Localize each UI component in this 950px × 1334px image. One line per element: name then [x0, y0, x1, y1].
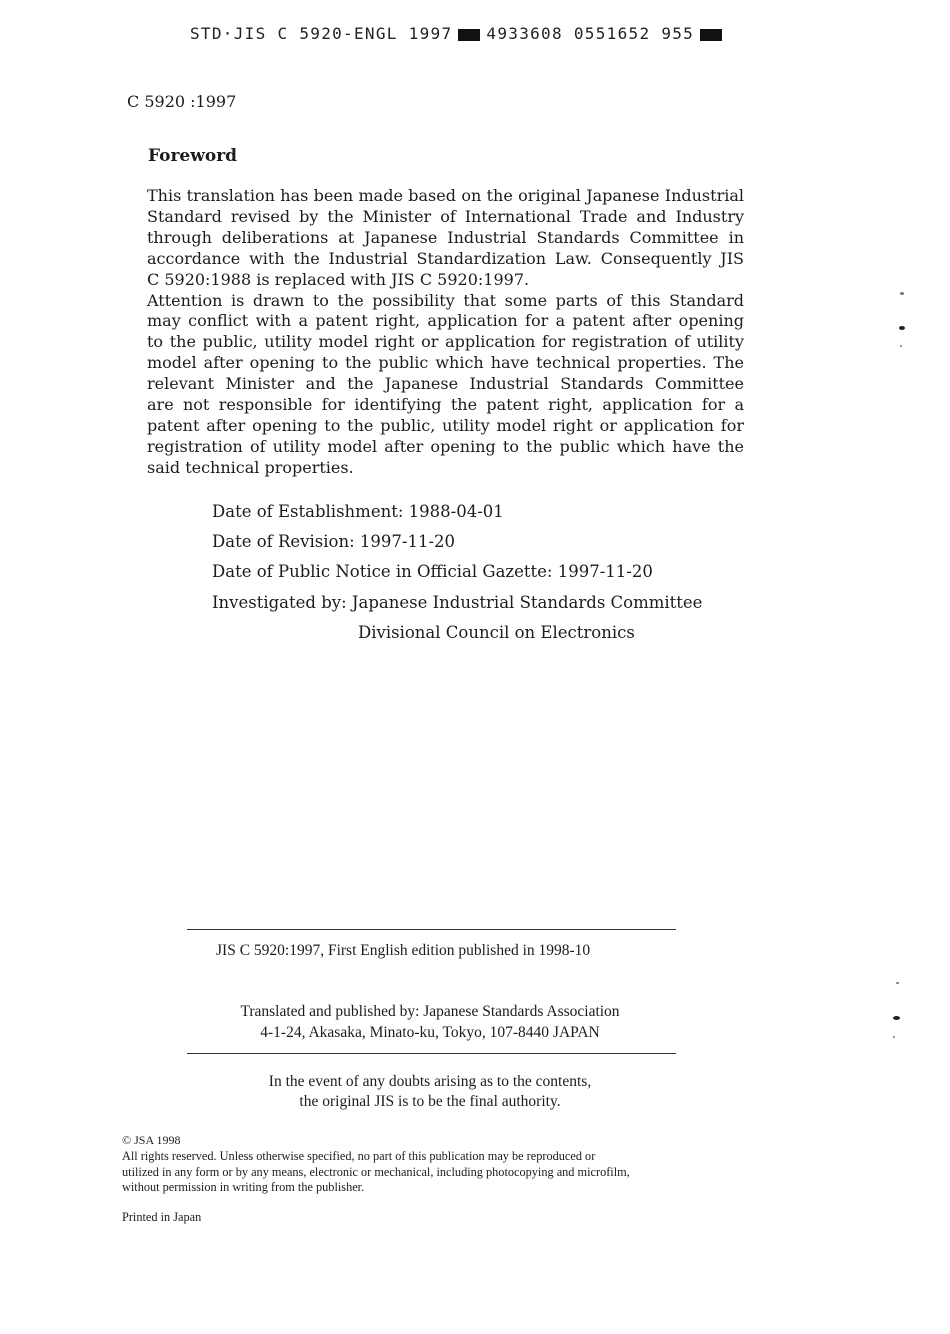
- date-establishment: Date of Establishment: 1988-04-01: [212, 502, 504, 521]
- date-revision: Date of Revision: 1997-11-20: [212, 532, 456, 552]
- document-number: C 5920 :1997: [127, 92, 237, 111]
- investigated-by: Investigated by: Japanese Industrial Standards Committee: [212, 592, 703, 612]
- stamp-block: [458, 29, 480, 41]
- foreword-line: This translation has been made based on the original Japanese Industrial: [147, 186, 744, 205]
- foreword-title: Foreword: [148, 146, 238, 166]
- copyright: © JSA 1998: [122, 1133, 181, 1147]
- foreword-line: said technical properties.: [147, 457, 354, 477]
- foreword-line: C 5920:1988 is replaced with JIS C 5920:1997.: [147, 269, 530, 289]
- scan-speck: [900, 345, 902, 347]
- foreword-line: are not responsible for identifying the patent right, application for a: [147, 395, 744, 415]
- printed-in: Printed in Japan: [122, 1210, 202, 1224]
- foreword-line: through deliberations at Japanese Industrial Standards Committee in: [147, 227, 744, 247]
- scan-speck: [899, 326, 905, 330]
- rights-line: utilized in any form or by any means, electronic or mechanical, including photocopying and microfilm,: [122, 1164, 630, 1179]
- foreword-line: Standard revised by the Minister of International Trade and Industry: [147, 206, 744, 226]
- scan-speck: [893, 1036, 895, 1038]
- rights-line: without permission in writing from the publisher.: [122, 1180, 365, 1194]
- stamp-code-1: 4933608: [486, 24, 563, 43]
- foreword-line: model after opening to the public which have technical properties. The: [147, 353, 744, 373]
- foreword-line: patent after opening to the public, utility model right or application for: [147, 415, 744, 435]
- foreword-line: accordance with the Industrial Standardization Law. Consequently JIS: [147, 248, 744, 268]
- stamp-block: [700, 29, 722, 41]
- foreword-line: Attention is drawn to the possibility that some parts of this Standard: [147, 290, 744, 310]
- rights-line: All rights reserved. Unless otherwise specified, no part of this publication may be reproduced or: [122, 1149, 596, 1163]
- dates-block: [212, 497, 702, 648]
- scan-speck: [893, 1016, 900, 1020]
- scan-speck: [896, 982, 899, 984]
- foreword-body: [147, 186, 744, 479]
- divisional-council: Divisional Council on Electronics: [358, 622, 635, 642]
- publisher-line: Translated and published by: Japanese Standards Association: [240, 1003, 620, 1020]
- publisher-address: 4-1-24, Akasaka, Minato-ku, Tokyo, 107-8440 JAPAN: [260, 1023, 600, 1041]
- stamp-code-2: 0551652 955: [573, 24, 695, 43]
- stamp-prefix: STD·JIS C 5920-ENGL 1997: [190, 24, 453, 43]
- divider-top: [187, 929, 676, 930]
- divider-bottom: [187, 1053, 676, 1054]
- authority-line: the original JIS is to be the final authority.: [299, 1092, 561, 1110]
- foreword-line: registration of utility model after opening to the public which have the: [147, 436, 744, 456]
- publisher-block: [160, 1002, 700, 1043]
- date-public-notice: Date of Public Notice in Official Gazette: 1997-11-20: [212, 562, 653, 582]
- scan-speck: [900, 292, 904, 295]
- foreword-line: to the public, utility model right or application for registration of utility: [147, 332, 744, 352]
- foreword-line: may conflict with a patent right, application for a patent after opening: [147, 311, 744, 331]
- authority-note: [160, 1072, 700, 1111]
- foreword-line: relevant Minister and the Japanese Industrial Standards Committee: [147, 374, 744, 394]
- rights-notice: [122, 1149, 752, 1196]
- edition-note: JIS C 5920:1997, First English edition published in 1998-10: [216, 942, 591, 959]
- authority-line: In the event of any doubts arising as to the contents,: [268, 1073, 592, 1090]
- document-stamp: [190, 24, 728, 43]
